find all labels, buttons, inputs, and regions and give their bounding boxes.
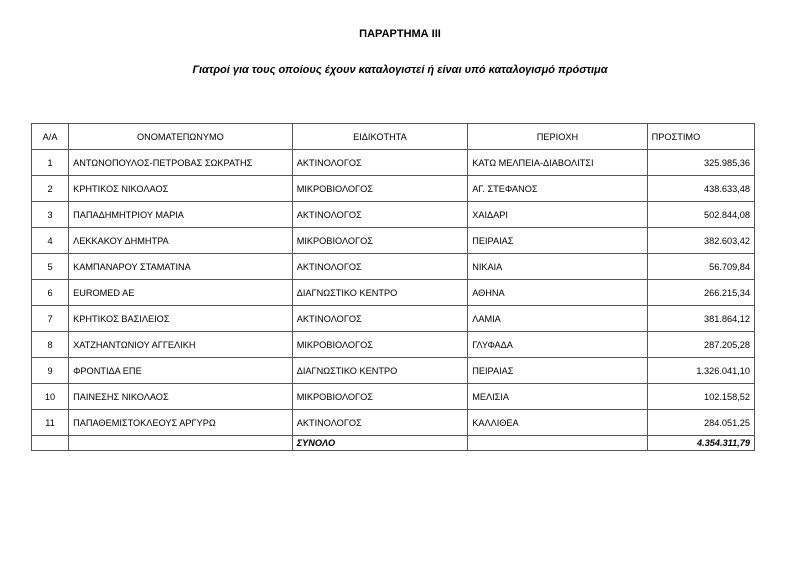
row-name: ΚΡΗΤΙΚΟΣ ΝΙΚΟΛΑΟΣ bbox=[69, 176, 293, 202]
row-fine: 438.633,48 bbox=[647, 176, 754, 202]
row-fine: 381.864,12 bbox=[647, 306, 754, 332]
row-number: 1 bbox=[32, 150, 69, 176]
row-fine: 287.205,28 bbox=[647, 332, 754, 358]
total-row bbox=[32, 436, 755, 451]
row-area: ΛΑΜΙΑ bbox=[468, 306, 647, 332]
table-row bbox=[32, 176, 755, 202]
row-fine: 382.603,42 bbox=[647, 228, 754, 254]
row-number: 2 bbox=[32, 176, 69, 202]
header-aa: Α/Α bbox=[32, 124, 69, 150]
row-fine: 102.158,52 bbox=[647, 384, 754, 410]
total-empty-cell bbox=[32, 436, 69, 451]
table-row bbox=[32, 280, 755, 306]
row-fine: 266.215,34 bbox=[647, 280, 754, 306]
row-specialty: ΜΙΚΡΟΒΙΟΛΟΓΟΣ bbox=[292, 228, 467, 254]
row-fine: 284.051,25 bbox=[647, 410, 754, 436]
row-fine: 56.709,84 bbox=[647, 254, 754, 280]
row-number: 3 bbox=[32, 202, 69, 228]
total-empty-cell bbox=[468, 436, 647, 451]
row-number: 11 bbox=[32, 410, 69, 436]
row-area: ΓΛΥΦΑΔΑ bbox=[468, 332, 647, 358]
row-number: 6 bbox=[32, 280, 69, 306]
total-label: ΣΥΝΟΛΟ bbox=[292, 436, 467, 451]
table-row bbox=[32, 332, 755, 358]
row-fine: 1.326.041,10 bbox=[647, 358, 754, 384]
header-fine: ΠΡΟΣΤΙΜΟ bbox=[647, 124, 754, 150]
row-name: ΠΑΠΑΔΗΜΗΤΡΙΟΥ ΜΑΡΙΑ bbox=[69, 202, 293, 228]
row-name: ΛΕΚΚΑΚΟΥ ΔΗΜΗΤΡΑ bbox=[69, 228, 293, 254]
header-specialty: ΕΙΔΙΚΟΤΗΤΑ bbox=[292, 124, 467, 150]
table-row bbox=[32, 358, 755, 384]
row-specialty: ΑΚΤΙΝΟΛΟΓΟΣ bbox=[292, 254, 467, 280]
table-header-row bbox=[32, 124, 755, 150]
row-specialty: ΔΙΑΓΝΩΣΤΙΚΟ ΚΕΝΤΡΟ bbox=[292, 280, 467, 306]
row-specialty: ΑΚΤΙΝΟΛΟΓΟΣ bbox=[292, 410, 467, 436]
row-specialty: ΑΚΤΙΝΟΛΟΓΟΣ bbox=[292, 150, 467, 176]
row-fine: 502.844,08 bbox=[647, 202, 754, 228]
row-specialty: ΜΙΚΡΟΒΙΟΛΟΓΟΣ bbox=[292, 332, 467, 358]
row-number: 4 bbox=[32, 228, 69, 254]
total-value: 4.354.311,79 bbox=[647, 436, 754, 451]
row-number: 5 bbox=[32, 254, 69, 280]
header-name: ΟΝΟΜΑΤΕΠΩΝΥΜΟ bbox=[69, 124, 293, 150]
total-empty-cell bbox=[69, 436, 293, 451]
row-specialty: ΜΙΚΡΟΒΙΟΛΟΓΟΣ bbox=[292, 384, 467, 410]
row-fine: 325.985,36 bbox=[647, 150, 754, 176]
table-row bbox=[32, 228, 755, 254]
row-specialty: ΑΚΤΙΝΟΛΟΓΟΣ bbox=[292, 306, 467, 332]
table-row bbox=[32, 410, 755, 436]
row-name: ΠΑΠΑΘΕΜΙΣΤΟΚΛΕΟΥΣ ΑΡΓΥΡΩ bbox=[69, 410, 293, 436]
table-row bbox=[32, 384, 755, 410]
row-area: ΝΙΚΑΙΑ bbox=[468, 254, 647, 280]
row-specialty: ΑΚΤΙΝΟΛΟΓΟΣ bbox=[292, 202, 467, 228]
row-number: 8 bbox=[32, 332, 69, 358]
row-area: ΠΕΙΡΑΙΑΣ bbox=[468, 228, 647, 254]
row-name: ΚΑΜΠΑΝΑΡΟΥ ΣΤΑΜΑΤΙΝΑ bbox=[69, 254, 293, 280]
row-area: ΑΘΗΝΑ bbox=[468, 280, 647, 306]
row-area: ΠΕΙΡΑΙΑΣ bbox=[468, 358, 647, 384]
row-specialty: ΜΙΚΡΟΒΙΟΛΟΓΟΣ bbox=[292, 176, 467, 202]
table-row bbox=[32, 306, 755, 332]
row-number: 7 bbox=[32, 306, 69, 332]
row-name: ΠΑΙΝΕΣΗΣ ΝΙΚΟΛΑΟΣ bbox=[69, 384, 293, 410]
row-area: ΑΓ. ΣΤΕΦΑΝΟΣ bbox=[468, 176, 647, 202]
row-area: ΚΑΤΩ ΜΕΛΠΕΙΑ-ΔΙΑΒΟΛΙΤΣΙ bbox=[468, 150, 647, 176]
row-name: ΦΡΟΝΤΙΔΑ ΕΠΕ bbox=[69, 358, 293, 384]
row-number: 9 bbox=[32, 358, 69, 384]
row-number: 10 bbox=[32, 384, 69, 410]
row-specialty: ΔΙΑΓΝΩΣΤΙΚΟ ΚΕΝΤΡΟ bbox=[292, 358, 467, 384]
row-name: EUROMED AE bbox=[69, 280, 293, 306]
page-title: ΠΑΡΑΡΤΗΜΑ ΙΙΙ bbox=[359, 28, 441, 40]
row-name: ΚΡΗΤΙΚΟΣ ΒΑΣΙΛΕΙΟΣ bbox=[69, 306, 293, 332]
row-area: ΚΑΛΛΙΘΕΑ bbox=[468, 410, 647, 436]
row-name: ΧΑΤΖΗΑΝΤΩΝΙΟΥ ΑΓΓΕΛΙΚΗ bbox=[69, 332, 293, 358]
row-area: ΜΕΛΙΣΙΑ bbox=[468, 384, 647, 410]
page-subtitle: Γιατροί για τους οποίους έχουν καταλογιστεί ή είναι υπό καταλογισμό πρόστιμα bbox=[192, 64, 608, 76]
table-row bbox=[32, 202, 755, 228]
row-area: ΧΑΙΔΑΡΙ bbox=[468, 202, 647, 228]
fines-table bbox=[31, 123, 755, 451]
header-area: ΠΕΡΙΟΧΗ bbox=[468, 124, 647, 150]
table-row bbox=[32, 254, 755, 280]
row-name: ΑΝΤΩΝΟΠΟΥΛΟΣ-ΠΕΤΡΟΒΑΣ ΣΩΚΡΑΤΗΣ bbox=[69, 150, 293, 176]
table-row bbox=[32, 150, 755, 176]
